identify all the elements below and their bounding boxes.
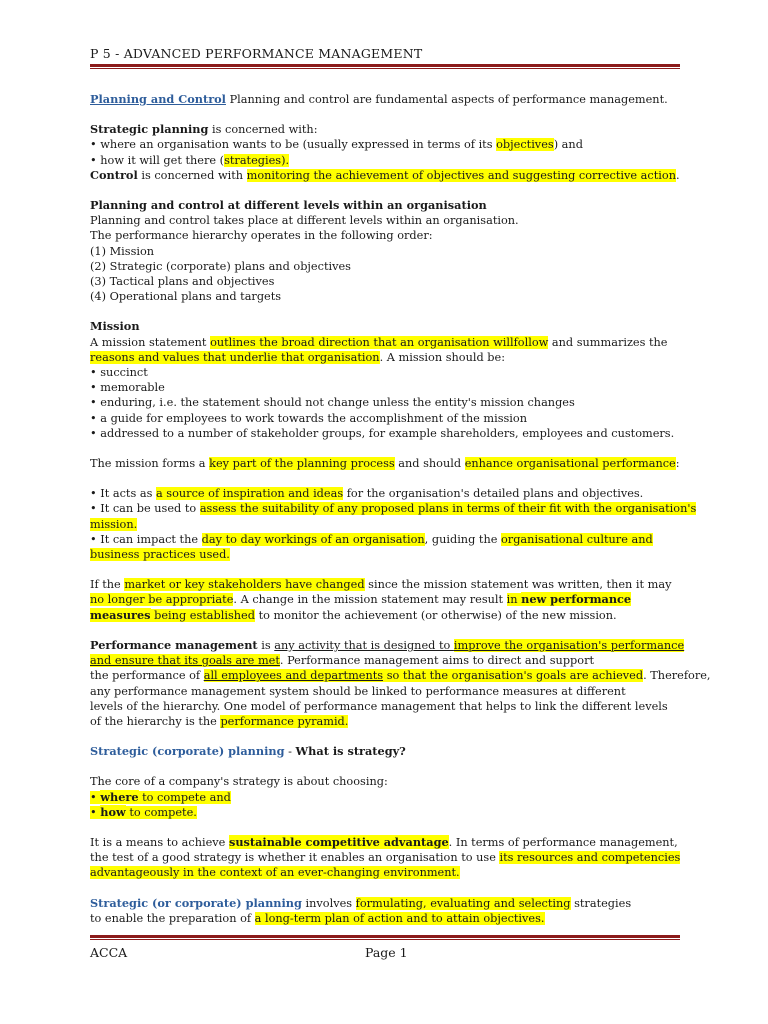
header-rule: [90, 64, 680, 69]
list-item: • succinct: [90, 366, 148, 380]
document-page: [90, 0, 711, 1024]
section-heading: Strategic (corporate) planning - What is strategy?: [90, 744, 406, 759]
list-item-cont: business practices used.: [90, 548, 230, 562]
footer-rule: [90, 935, 680, 940]
strategic-planning-line: Strategic planning is concerned with:: [90, 122, 318, 137]
document-body: [90, 92, 711, 926]
list-item: • It can impact the day to day workings of an organisation, guiding the organisational culture and: [90, 532, 653, 546]
planning-control-link[interactable]: Planning and Control: [90, 92, 226, 106]
section-heading: Planning and control at different levels within an organisation: [90, 198, 487, 213]
text-line: to enable the preparation of a long-term plan of action and to attain objectives.: [90, 911, 545, 925]
text-line: reasons and values that underlie that organisation. A mission should be:: [90, 350, 506, 364]
paragraph-planning-control: Planning and Control Planning and control are fundamental aspects of performance management.: [90, 92, 668, 106]
list-item: (3) Tactical plans and objectives: [90, 275, 275, 289]
text-line: Planning and control takes place at different levels within an organisation.: [90, 214, 519, 228]
list-item: • where to compete and: [90, 789, 231, 804]
list-item: • It acts as a source of inspiration and ideas for the organisation's detailed plans and objectives.: [90, 487, 644, 501]
text-line: advantageously in the context of an ever-changing environment.: [90, 866, 460, 880]
list-item: • a guide for employees to work towards the accomplishment of the mission: [90, 411, 527, 425]
text-line: Strategic (or corporate) planning involves formulating, evaluating and selecting strategies: [90, 895, 632, 910]
text-line: and ensure that its goals are met. Performance management aims to direct and support: [90, 654, 595, 668]
text-line: the test of a good strategy is whether it enables an organisation to use its resources and competencies: [90, 851, 681, 865]
list-item: • where an organisation wants to be (usually expressed in terms of its objectives) and: [90, 138, 583, 152]
list-item: • memorable: [90, 381, 165, 395]
text-line: Performance management is any activity that is designed to improve the organisation's performance: [90, 637, 685, 652]
control-line: Control is concerned with monitoring the achievement of objectives and suggesting corrective action.: [90, 167, 680, 182]
list-item: • how to compete.: [90, 804, 197, 819]
list-item: (2) Strategic (corporate) plans and objectives: [90, 259, 351, 273]
text-line: A mission statement outlines the broad direction that an organisation willfollow and summarizes the: [90, 335, 668, 349]
text-line: levels of the hierarchy. One model of performance management that helps to link the different levels: [90, 699, 668, 713]
list-item: (4) Operational plans and targets: [90, 290, 282, 304]
footer-left: ACCA: [90, 945, 128, 960]
text-line: the performance of all employees and departments so that the organisation's goals are achieved. Therefore,: [90, 669, 711, 683]
text-line: The mission forms a key part of the planning process and should enhance organisational performance:: [90, 457, 680, 471]
text-line: The core of a company's strategy is about choosing:: [90, 775, 388, 789]
list-item: • how it will get there (strategies).: [90, 153, 290, 167]
page-number: Page 1: [365, 945, 408, 960]
text-line: of the hierarchy is the performance pyramid.: [90, 714, 349, 728]
page-header-title: P 5 - ADVANCED PERFORMANCE MANAGEMENT: [90, 46, 423, 61]
list-item: • enduring, i.e. the statement should not change unless the entity's mission changes: [90, 396, 575, 410]
text-line: The performance hierarchy operates in the following order:: [90, 229, 433, 243]
section-heading: Mission: [90, 319, 140, 334]
list-item: (1) Mission: [90, 244, 155, 258]
list-item-cont: mission.: [90, 517, 138, 531]
list-item: • addressed to a number of stakeholder groups, for example shareholders, employees and customers.: [90, 426, 675, 440]
text-line: any performance management system should be linked to performance measures at different: [90, 684, 626, 698]
list-item: • It can be used to assess the suitability of any proposed plans in terms of their fit with the organisation's: [90, 502, 697, 516]
text-line: no longer be appropriate. A change in the mission statement may result in new performance: [90, 592, 632, 607]
text-line: If the market or key stakeholders have changed since the mission statement was written, then it may: [90, 578, 672, 592]
text-line: measures being established to monitor the achievement (or otherwise) of the new mission.: [90, 607, 617, 622]
text-line: It is a means to achieve sustainable competitive advantage. In terms of performance management,: [90, 834, 678, 849]
